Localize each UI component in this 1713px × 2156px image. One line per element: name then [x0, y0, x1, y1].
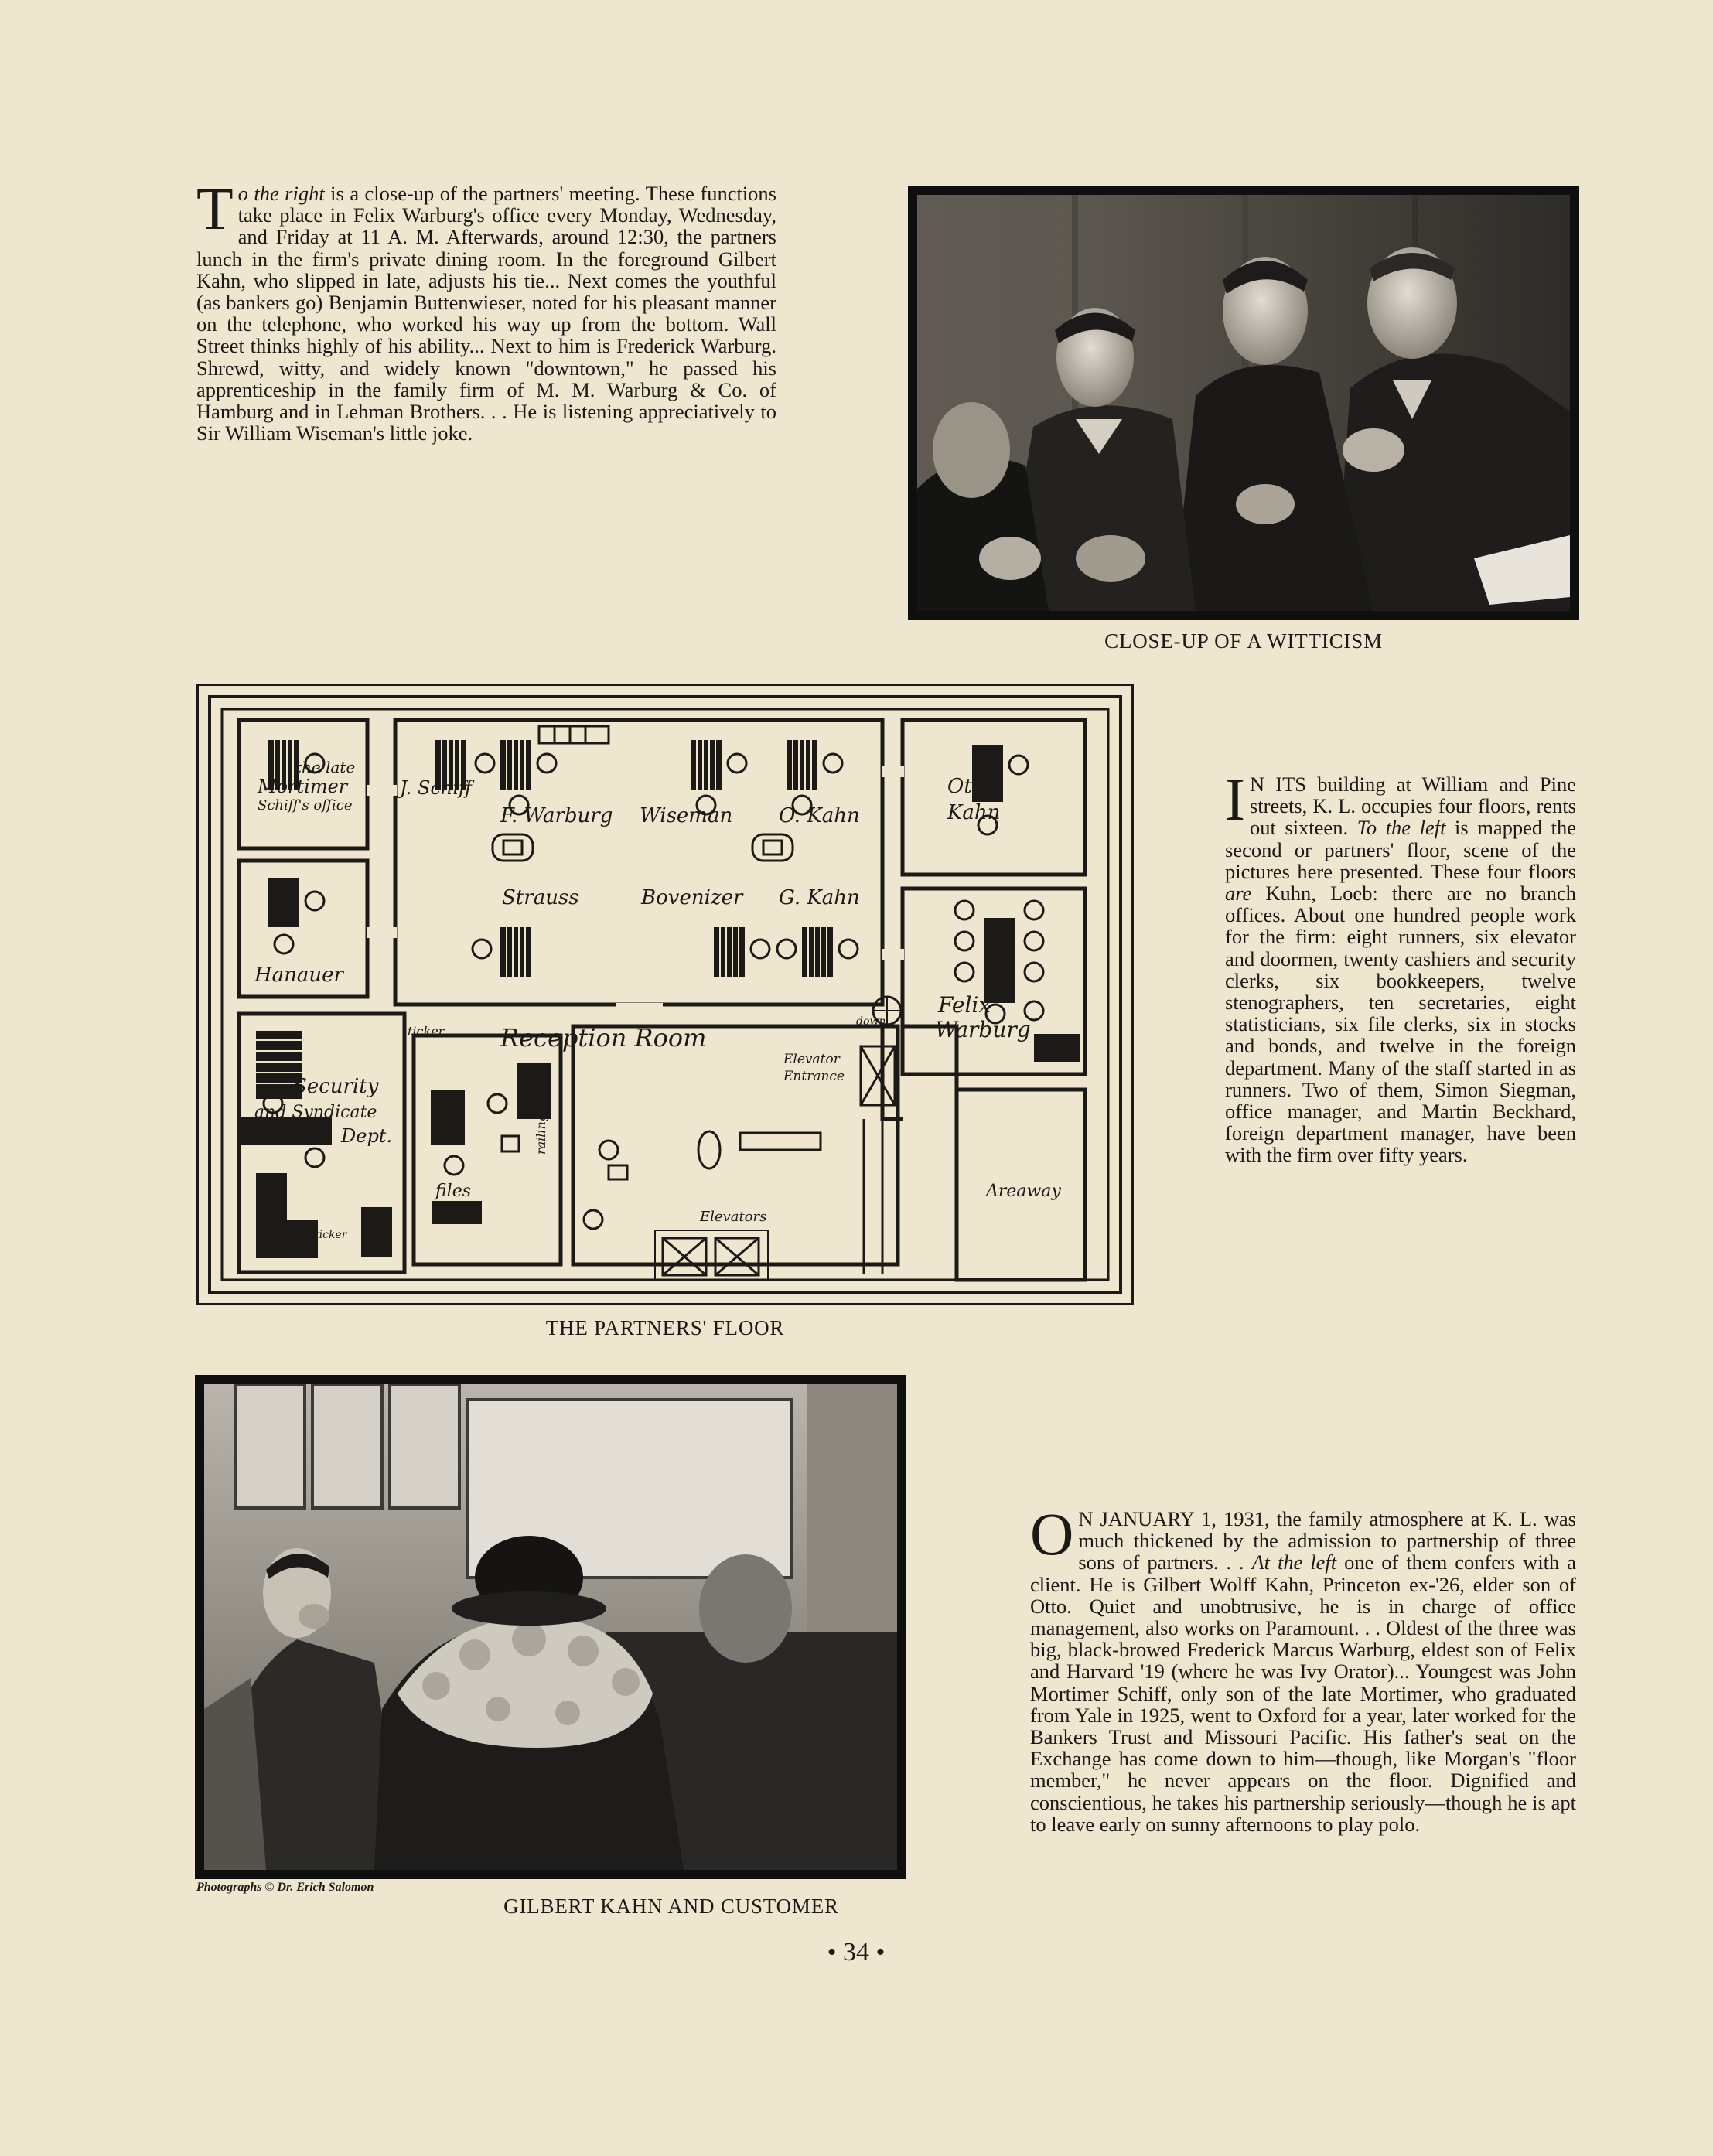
- lead-italic: o the right: [237, 182, 325, 205]
- plan-label-strauss: Strauss: [502, 886, 579, 909]
- right-text-b: is mapped the second or partners' floor, scene of the pictures here presented. These four floors: [1225, 816, 1577, 883]
- plan-label-elevator-2: Entrance: [783, 1069, 845, 1084]
- plan-label-kahn: Kahn: [947, 801, 1001, 824]
- right-text-c: Kuhn, Loeb: there are no branch offices. About one hundred people work for the firm: eight runners, six elevator and doormen, twenty cashiers and security clerks, six bookkeepers, twelve stenographers, ten secretaries, eight statisticians, six file clerks, six in stocks and bonds, and twelve in the foreign department. Many of the staff started in as runners. Two of them, Simon Siegman, office manager, and Martin Beckhard, foreign department manager, have been with the firm over fifty years.: [1225, 882, 1576, 1167]
- plan-label-jschiff: J. Schiff: [400, 777, 473, 799]
- plan-label-areaway: Areaway: [986, 1182, 1061, 1201]
- right-text-a: building at William and Pine streets, K. L. occupies four floors, rents out sixteen.: [1249, 773, 1577, 840]
- dropcap-o: O: [1030, 1500, 1074, 1568]
- plan-label-gkahn: G. Kahn: [779, 886, 860, 909]
- right-italic-a: To the left: [1356, 816, 1446, 840]
- plan-label-felix: Felix: [938, 992, 991, 1018]
- plan-label-otto: Otto: [947, 775, 992, 798]
- plan-label-wiseman: Wiseman: [640, 804, 733, 827]
- plan-label-hanauer: Hanauer: [254, 964, 343, 987]
- customer-photo-image: [204, 1384, 897, 1870]
- page-number: • 34 •: [827, 1938, 886, 1967]
- dropcap-t: T: [196, 175, 234, 242]
- witticism-photo-image: [917, 195, 1570, 611]
- plan-label-mortimer-1: the late: [295, 758, 356, 776]
- bottom-text-b: one of them confers with a client. He is Gilbert Wolff Kahn, Princeton ex-'26, elder son of Otto. Quiet and unobtrusive, he is in charge of office management, also works on Paramount. . . Oldest of the three was big, black-browed Frederick Marcus Warburg, eldest son of Felix and Harvard '19 (where he was Ivy Orator)... Youngest was John Mortimer Schiff, only son of the late Mortimer, who graduated from Yale in 1925, went to Oxford for a year, later worked for the Bankers Trust and Missouri Pacific. His father's seat on the Exchange has come down to him—though, like Morgan's "floor member," he never appears on the floor. Dignified and conscientious, he takes his partnership seriously—though he is apt to leave early on sunny afternoons to play polo.: [1030, 1550, 1576, 1836]
- bottom-italic-a: At the left: [1251, 1550, 1337, 1574]
- floor-plan-caption: THE PARTNERS' FLOOR: [545, 1316, 785, 1339]
- customer-photo: [195, 1375, 906, 1879]
- witticism-photo: [908, 186, 1579, 620]
- plan-label-mortimer-2: Mortimer: [258, 776, 348, 797]
- plan-label-security-1: Security: [293, 1075, 379, 1098]
- floor-plan-drawing: [199, 686, 1131, 1303]
- bottom-lead: N JANUARY 1, 1931,: [1078, 1507, 1270, 1530]
- plan-label-okahn: O. Kahn: [779, 804, 860, 827]
- right-lead: N ITS: [1249, 773, 1307, 796]
- plan-label-fwarburg: F. Warburg: [500, 804, 613, 827]
- plan-label-ticker-1: ticker: [408, 1024, 445, 1039]
- right-paragraph: [1225, 766, 1577, 1167]
- plan-label-files: files: [435, 1182, 472, 1201]
- top-paragraph: [196, 175, 776, 445]
- plan-label-elevator-1: Elevator: [783, 1052, 840, 1067]
- plan-label-security-2: and Syndicate: [254, 1103, 377, 1122]
- floor-plan: [196, 684, 1134, 1305]
- bottom-text-a: the family atmosphere at K. L. was much thickened by the admission to partnership of three sons of partners. . .: [1078, 1507, 1576, 1574]
- right-italic-b: are: [1225, 882, 1252, 906]
- plan-label-mortimer-3: Schiff's office: [258, 797, 353, 814]
- plan-label-reception: Reception Room: [500, 1023, 707, 1052]
- dropcap-i: I: [1225, 766, 1245, 833]
- top-paragraph-text: is a close-up of the partners' meeting. These functions take place in Felix Warburg's office every Monday, Wednesday, and Friday at 11 A. M. Afterwards, around 12:30, the partners lunch in the firm's private dining room. In the foreground Gilbert Kahn, who slipped in late, adjusts his tie... Next comes the youthful (as bankers go) Benjamin Buttenwieser, noted for his pleasant manner on the telephone, who worked his way up from the bottom. Wall Street thinks highly of his ability... Next to him is Frederick Warburg. Shrewd, witty, and widely known "downtown," he passed his apprenticeship in the family firm of M. M. Warburg & Co. of Hamburg and in Lehman Brothers. . . He is listening appreciatively to Sir William Wiseman's little joke.: [196, 182, 776, 445]
- witticism-caption: CLOSE-UP OF A WITTICISM: [1104, 629, 1383, 653]
- plan-label-railing: railing: [534, 1113, 548, 1155]
- photo-credit: Photographs © Dr. Erich Salomon: [196, 1881, 374, 1894]
- plan-label-bovenizer: Bovenizer: [641, 886, 743, 909]
- customer-caption: GILBERT KAHN AND CUSTOMER: [503, 1895, 839, 1918]
- plan-label-down: down: [856, 1015, 886, 1028]
- plan-label-warburg: Warburg: [935, 1017, 1031, 1042]
- plan-label-security-3: Dept.: [341, 1125, 393, 1147]
- bottom-paragraph: [1030, 1500, 1576, 1836]
- plan-label-elevators: Elevators: [700, 1209, 767, 1225]
- plan-label-ticker-2: ticker: [315, 1229, 347, 1241]
